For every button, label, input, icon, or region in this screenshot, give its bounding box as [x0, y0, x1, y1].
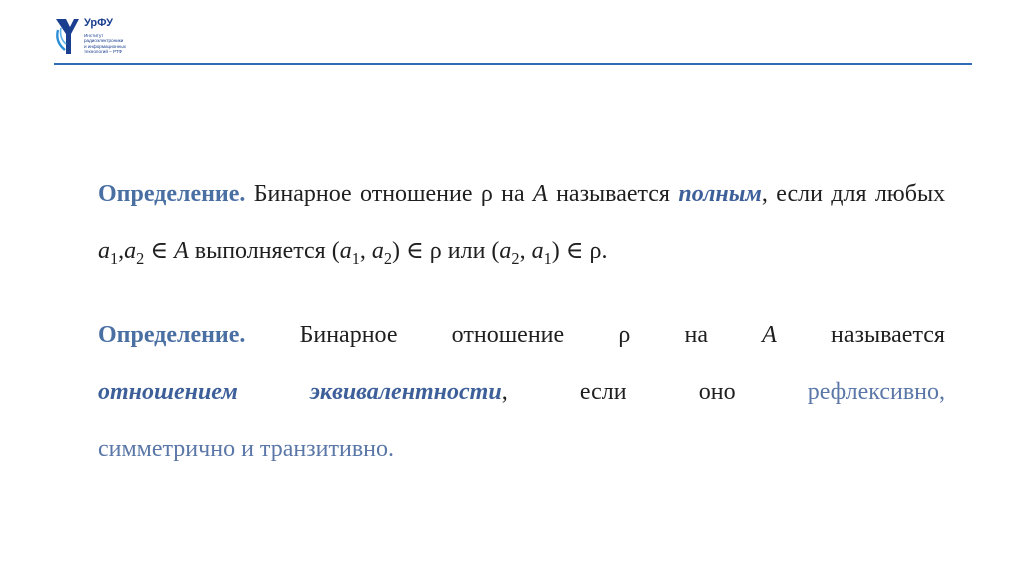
org-name: УрФУ [84, 17, 113, 29]
urfu-logo-icon [54, 16, 80, 56]
definition-label: Определение. [98, 181, 246, 207]
definition-complete-relation: Определение. Бинарное отношение ρ на A называется полным, если для любых $a_1,a_2$ ∈ A выполняется ($a_1$, $a_2$) ∈ ρ или ($a_2$, $a_1$) ∈ ρ. [98, 181, 946, 268]
properties-symmetric-transitive: симметрично и транзитивно. [98, 435, 395, 462]
slide-header [0, 0, 1024, 70]
term-complete: полным [678, 181, 762, 207]
header-divider [54, 63, 972, 65]
definition-equivalence-relation: Определение. Бинарное отношение ρ на A называется отношением эквивалентности, если оно рефлексивно, симметрично и транзитивно. [98, 307, 945, 478]
term-equivalence: эквивалентности [309, 378, 502, 405]
term-relation: отношением [98, 378, 238, 405]
property-reflexive: рефлексивно, [807, 378, 945, 405]
institute-name: Институт радиоэлектроники и информационных технологий – РТФ [84, 33, 126, 55]
slide-body [98, 166, 945, 478]
definition-label: Определение. [98, 321, 246, 348]
